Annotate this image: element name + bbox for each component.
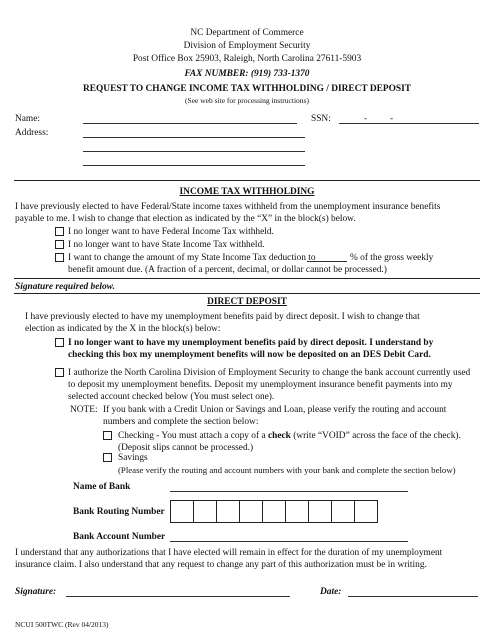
change-bank-account-option: I authorize the North Carolina Division of Employment Security to change the bank account currently used <box>68 368 471 378</box>
change-bank-account-option: to deposit my unemployment benefits. Deposit my unemployment insurance benefit payments into my <box>68 380 453 390</box>
change-bank-account-checkbox[interactable] <box>55 368 64 377</box>
agency-name: NC Department of Commerce <box>190 28 304 38</box>
division-name: Division of Employment Security <box>183 41 311 51</box>
routing-digit-box[interactable] <box>170 500 194 523</box>
note-text: If you bank with a Credit Union or Savings and Loan, please verify the routing and account <box>103 405 447 415</box>
federal-tax-option: I no longer want to have Federal Income Tax withheld. <box>68 227 274 237</box>
routing-digit-box[interactable] <box>216 500 240 523</box>
bank-name-label: Name of Bank <box>73 482 131 492</box>
account-number-field[interactable] <box>170 541 408 542</box>
routing-digit-box[interactable] <box>354 500 378 523</box>
section-divider <box>14 278 480 279</box>
name-label: Name: <box>15 114 40 124</box>
signature-required-note: Signature required below. <box>15 282 115 292</box>
state-tax-checkbox[interactable] <box>55 240 64 249</box>
withholding-intro: I have previously elected to have Federal/State income taxes withheld from the unemployment insurance benefits <box>15 202 441 212</box>
form-title: REQUEST TO CHANGE INCOME TAX WITHHOLDING / DIRECT DEPOSIT <box>82 84 412 94</box>
change-bank-account-option: selected account checked below (You must select one). <box>68 392 275 402</box>
state-tax-option: I no longer want to have State Income Tax withheld. <box>68 240 265 250</box>
checking-note: (Deposit slips cannot be processed.) <box>118 443 254 453</box>
checking-checkbox[interactable] <box>103 431 112 440</box>
routing-digit-box[interactable] <box>308 500 332 523</box>
fax-number: FAX NUMBER: (919) 733-1370 <box>184 69 310 79</box>
ssn-separator: - <box>364 114 368 124</box>
section-divider <box>14 293 480 294</box>
address-line-1[interactable] <box>83 137 305 138</box>
note-label: NOTE: <box>70 405 98 415</box>
checking-emphasis: check <box>267 431 291 441</box>
state-tax-percent-field[interactable] <box>307 261 347 262</box>
signature-field[interactable] <box>66 596 290 597</box>
authorization-statement: insurance claim. I also understand that any request to change any part of this authorization must be in writing. <box>15 560 427 570</box>
routing-digit-box[interactable] <box>331 500 355 523</box>
savings-option: Savings <box>118 453 148 463</box>
address-line-3[interactable] <box>83 165 305 166</box>
section-divider <box>14 180 480 181</box>
signature-label: Signature: <box>15 587 57 597</box>
bank-name-field[interactable] <box>170 491 408 492</box>
direct-deposit-heading: DIRECT DEPOSIT <box>207 297 287 307</box>
routing-digit-box[interactable] <box>193 500 217 523</box>
ssn-separator: - <box>390 114 394 124</box>
address-line-2[interactable] <box>83 151 305 152</box>
stop-direct-deposit-checkbox[interactable] <box>55 338 64 347</box>
deposit-intro: election as indicated by the X in the block(s) below: <box>25 324 221 334</box>
deposit-intro: I have previously elected to have my unemployment benefits paid by direct deposit. I wish to change that <box>25 312 420 322</box>
name-field[interactable] <box>83 123 297 124</box>
date-field[interactable] <box>348 596 478 597</box>
ssn-field[interactable] <box>339 123 479 124</box>
stop-direct-deposit-option: checking this box my unemployment benefits will now be deposited on an DES Debit Card. <box>68 350 431 360</box>
savings-note: (Please verify the routing and account numbers with your bank and complete the section below) <box>118 465 456 475</box>
withholding-heading: INCOME TAX WITHHOLDING <box>179 187 315 197</box>
routing-digit-box[interactable] <box>285 500 309 523</box>
address-label: Address: <box>15 128 49 138</box>
agency-address: Post Office Box 25903, Raleigh, North Carolina 27611-5903 <box>132 54 362 64</box>
federal-tax-checkbox[interactable] <box>55 227 64 236</box>
state-tax-amount-checkbox[interactable] <box>55 253 64 262</box>
checking-text: Checking - You must attach a copy of a <box>118 431 268 441</box>
routing-digit-box[interactable] <box>262 500 286 523</box>
state-tax-amount-note: benefit amount due. (A fraction of a percent, decimal, or dollar cannot be processed.) <box>68 265 387 275</box>
stop-direct-deposit-option: I no longer want to have my unemployment benefits paid by direct deposit. I understand by <box>68 338 434 348</box>
routing-number-label: Bank Routing Number <box>73 507 165 517</box>
state-tax-amount-option: % of the gross weekly <box>350 253 434 263</box>
state-tax-amount-option: I want to change the amount of my State Income Tax deduction to <box>68 253 316 263</box>
ssn-label: SSN: <box>311 114 331 124</box>
authorization-statement: I understand that any authorizations that I have elected will remain in effect for the duration of my unemployment <box>15 548 443 558</box>
account-number-label: Bank Account Number <box>73 532 166 542</box>
routing-digit-box[interactable] <box>239 500 263 523</box>
checking-option <box>118 430 461 442</box>
date-label: Date: <box>320 587 342 597</box>
form-id: NCUI 500TWC (Rev 04/2013) <box>15 620 109 629</box>
withholding-intro: payable to me. I wish to change that election as indicated by the “X” in the block(s) below. <box>15 214 356 224</box>
note-text: numbers and complete the section below: <box>103 417 259 427</box>
routing-number-boxes[interactable] <box>170 500 377 523</box>
form-subtitle: (See web site for processing instructions) <box>185 96 309 105</box>
savings-checkbox[interactable] <box>103 453 112 462</box>
checking-text: (write “VOID” across the face of the check). <box>290 431 461 441</box>
